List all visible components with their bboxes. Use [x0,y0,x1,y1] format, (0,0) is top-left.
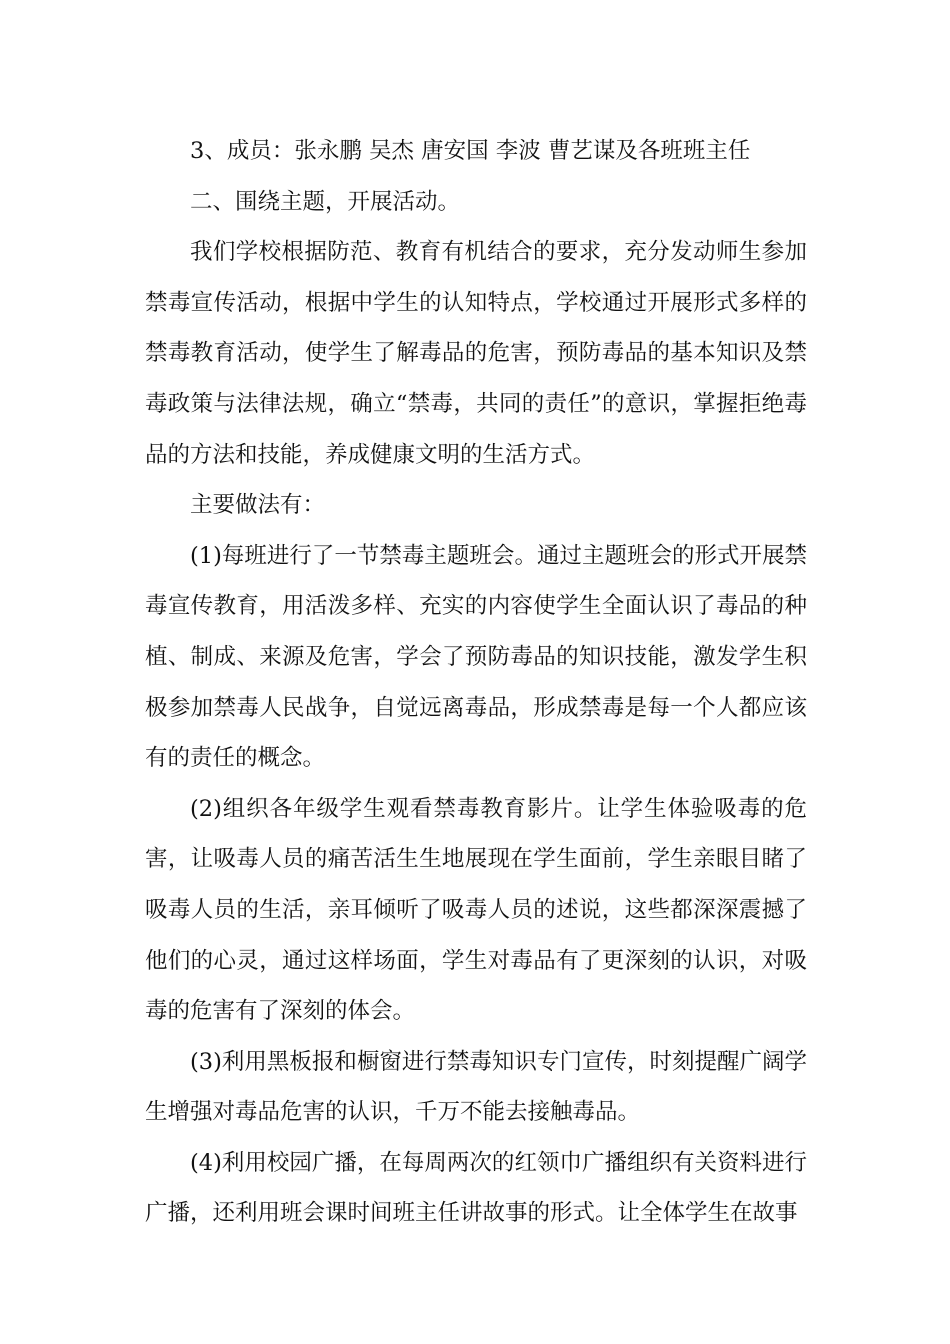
paragraph-method-4: (4)利用校园广播，在每周两次的红领巾广播组织有关资料进行广播，还利用班会课时间班主任讲故事的形式。让全体学生在故事 [145,1149,807,1227]
document-body [145,126,807,1239]
paragraph-method-2: (2)组织各年级学生观看禁毒教育影片。让学生体验吸毒的危害，让吸毒人员的痛苦活生生地展现在学生面前，学生亲眼目睹了吸毒人员的生活，亲耳倾听了吸毒人员的述说，这些都深深震撼了他们的心灵，通过这样场面，学生对毒品有了更深刻的认识，对吸毒的危害有了深刻的体会。 [145,795,807,1025]
paragraph-intro: 我们学校根据防范、教育有机结合的要求，充分发动师生参加禁毒宣传活动，根据中学生的认知特点，学校通过开展形式多样的禁毒教育活动，使学生了解毒品的危害，预防毒品的基本知识及禁毒政策与法律法规，确立“禁毒，共同的责任”的意识，掌握拒绝毒品的方法和技能，养成健康文明的生活方式。 [145,239,807,468]
section-heading-activities: 二、围绕主题，开展活动。 [190,188,461,215]
paragraph-method-3: (3)利用黑板报和橱窗进行禁毒知识专门宣传，时刻提醒广阔学生增强对毒品危害的认识，千万不能去接触毒品。 [145,1048,807,1126]
paragraph-method-1: (1)每班进行了一节禁毒主题班会。通过主题班会的形式开展禁毒宣传教育，用活泼多样、充实的内容使学生全面认识了毒品的种植、制成、来源及危害，学会了预防毒品的知识技能，激发学生积极参加禁毒人民战争，自觉远离毒品，形成禁毒是每一个人都应该有的责任的概念。 [145,542,807,772]
paragraph-members: 3、成员：张永鹏 吴杰 唐安国 李波 曹艺谋及各班班主任 [190,138,751,164]
paragraph-main-methods-heading: 主要做法有： [190,492,326,519]
